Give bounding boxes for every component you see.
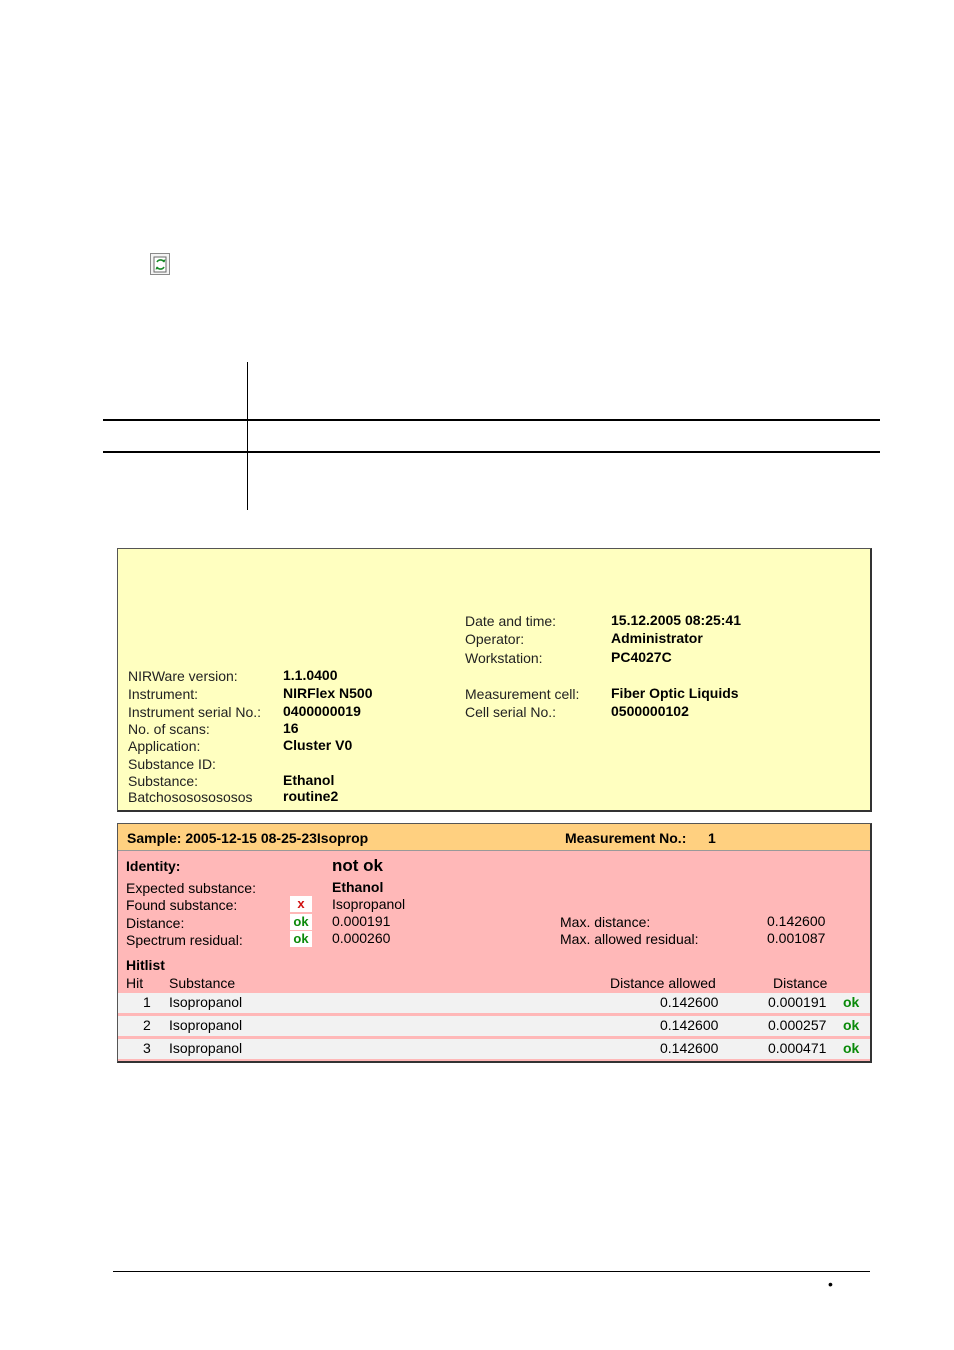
hit-substance: Isopropanol xyxy=(169,994,243,1010)
sample-title: Sample: 2005-12-15 08-25-23Isoprop xyxy=(127,830,369,846)
substance-id-label: Substance ID: xyxy=(128,756,216,772)
hit-number: 2 xyxy=(143,1017,151,1033)
date-label: Date and time: xyxy=(465,613,557,629)
instrument-serial-value: 0400000019 xyxy=(283,703,361,719)
table-row[interactable] xyxy=(118,993,870,1013)
footer-bullet: • xyxy=(828,1276,833,1292)
measurement-no-value: 1 xyxy=(708,830,716,846)
hit-status: ok xyxy=(843,994,860,1010)
nirware-label: NIRWare version: xyxy=(128,668,238,684)
ok-badge: ok xyxy=(290,931,312,947)
scans-label: No. of scans: xyxy=(128,721,210,737)
col-distance-header: Distance xyxy=(773,975,828,991)
workstation-value: PC4027C xyxy=(611,649,672,665)
spectrum-residual-label: Spectrum residual: xyxy=(126,932,243,948)
hit-distance: 0.000471 xyxy=(768,1040,827,1056)
col-substance-header: Substance xyxy=(169,975,236,991)
table-row[interactable] xyxy=(118,1016,870,1036)
hit-number: 1 xyxy=(143,994,151,1010)
fail-badge: x xyxy=(290,896,312,912)
hit-substance: Isopropanol xyxy=(169,1040,243,1056)
hit-distance-allowed: 0.142600 xyxy=(660,1017,719,1033)
table-row-divider xyxy=(103,451,880,453)
hit-distance: 0.000191 xyxy=(768,994,827,1010)
substance-label: Substance: xyxy=(128,773,199,789)
identity-label: Identity: xyxy=(126,858,181,874)
table-row[interactable] xyxy=(118,1039,870,1059)
operator-label: Operator: xyxy=(465,631,525,647)
col-distance-allowed-header: Distance allowed xyxy=(610,975,716,991)
spectrum-residual-value: 0.000260 xyxy=(332,930,391,946)
col-hit-header: Hit xyxy=(126,975,144,991)
max-residual-value: 0.001087 xyxy=(767,930,826,946)
instrument-serial-label: Instrument serial No.: xyxy=(128,704,262,720)
instrument-value: NIRFlex N500 xyxy=(283,685,373,701)
workstation-label: Workstation: xyxy=(465,650,543,666)
batch-value: routine2 xyxy=(283,788,339,804)
batch-label: Batchosososososos xyxy=(128,789,253,805)
nirware-value: 1.1.0400 xyxy=(283,667,338,683)
operator-value: Administrator xyxy=(611,630,703,646)
date-value: 15.12.2005 08:25:41 xyxy=(611,612,741,628)
hit-substance: Isopropanol xyxy=(169,1017,243,1033)
sample-report-panel xyxy=(117,823,872,1063)
sample-header-bar xyxy=(118,824,870,851)
cell-serial-label: Cell serial No.: xyxy=(465,704,557,720)
measurement-cell-label: Measurement cell: xyxy=(465,686,580,702)
cell-serial-value: 0500000102 xyxy=(611,703,689,719)
distance-label: Distance: xyxy=(126,915,185,931)
max-distance-label: Max. distance: xyxy=(560,914,651,930)
refresh-icon[interactable] xyxy=(150,253,170,275)
max-residual-label: Max. allowed residual: xyxy=(560,931,699,947)
footer-divider xyxy=(113,1271,870,1272)
refresh-icon-graphic xyxy=(153,256,168,273)
scans-value: 16 xyxy=(283,720,299,736)
instrument-label: Instrument: xyxy=(128,686,199,702)
expected-substance-value: Ethanol xyxy=(332,879,384,895)
hit-status: ok xyxy=(843,1017,860,1033)
hit-number: 3 xyxy=(143,1040,151,1056)
distance-value: 0.000191 xyxy=(332,913,391,929)
max-distance-value: 0.142600 xyxy=(767,913,826,929)
ok-badge: ok xyxy=(290,914,312,930)
measurement-cell-value: Fiber Optic Liquids xyxy=(611,685,739,701)
hitlist-title: Hitlist xyxy=(126,957,165,973)
found-substance-label: Found substance: xyxy=(126,897,238,913)
table-row-divider xyxy=(103,419,880,421)
hit-distance-allowed: 0.142600 xyxy=(660,1040,719,1056)
substance-value: Ethanol xyxy=(283,772,335,788)
hit-distance: 0.000257 xyxy=(768,1017,827,1033)
report-header-panel xyxy=(117,548,872,812)
measurement-no-label: Measurement No.: xyxy=(565,830,687,846)
expected-substance-label: Expected substance: xyxy=(126,880,256,896)
found-substance-value: Isopropanol xyxy=(332,896,406,912)
identity-value: not ok xyxy=(332,856,383,875)
hit-distance-allowed: 0.142600 xyxy=(660,994,719,1010)
table-column-divider xyxy=(247,362,248,510)
hit-status: ok xyxy=(843,1040,860,1056)
application-value: Cluster V0 xyxy=(283,737,353,753)
application-label: Application: xyxy=(128,738,201,754)
